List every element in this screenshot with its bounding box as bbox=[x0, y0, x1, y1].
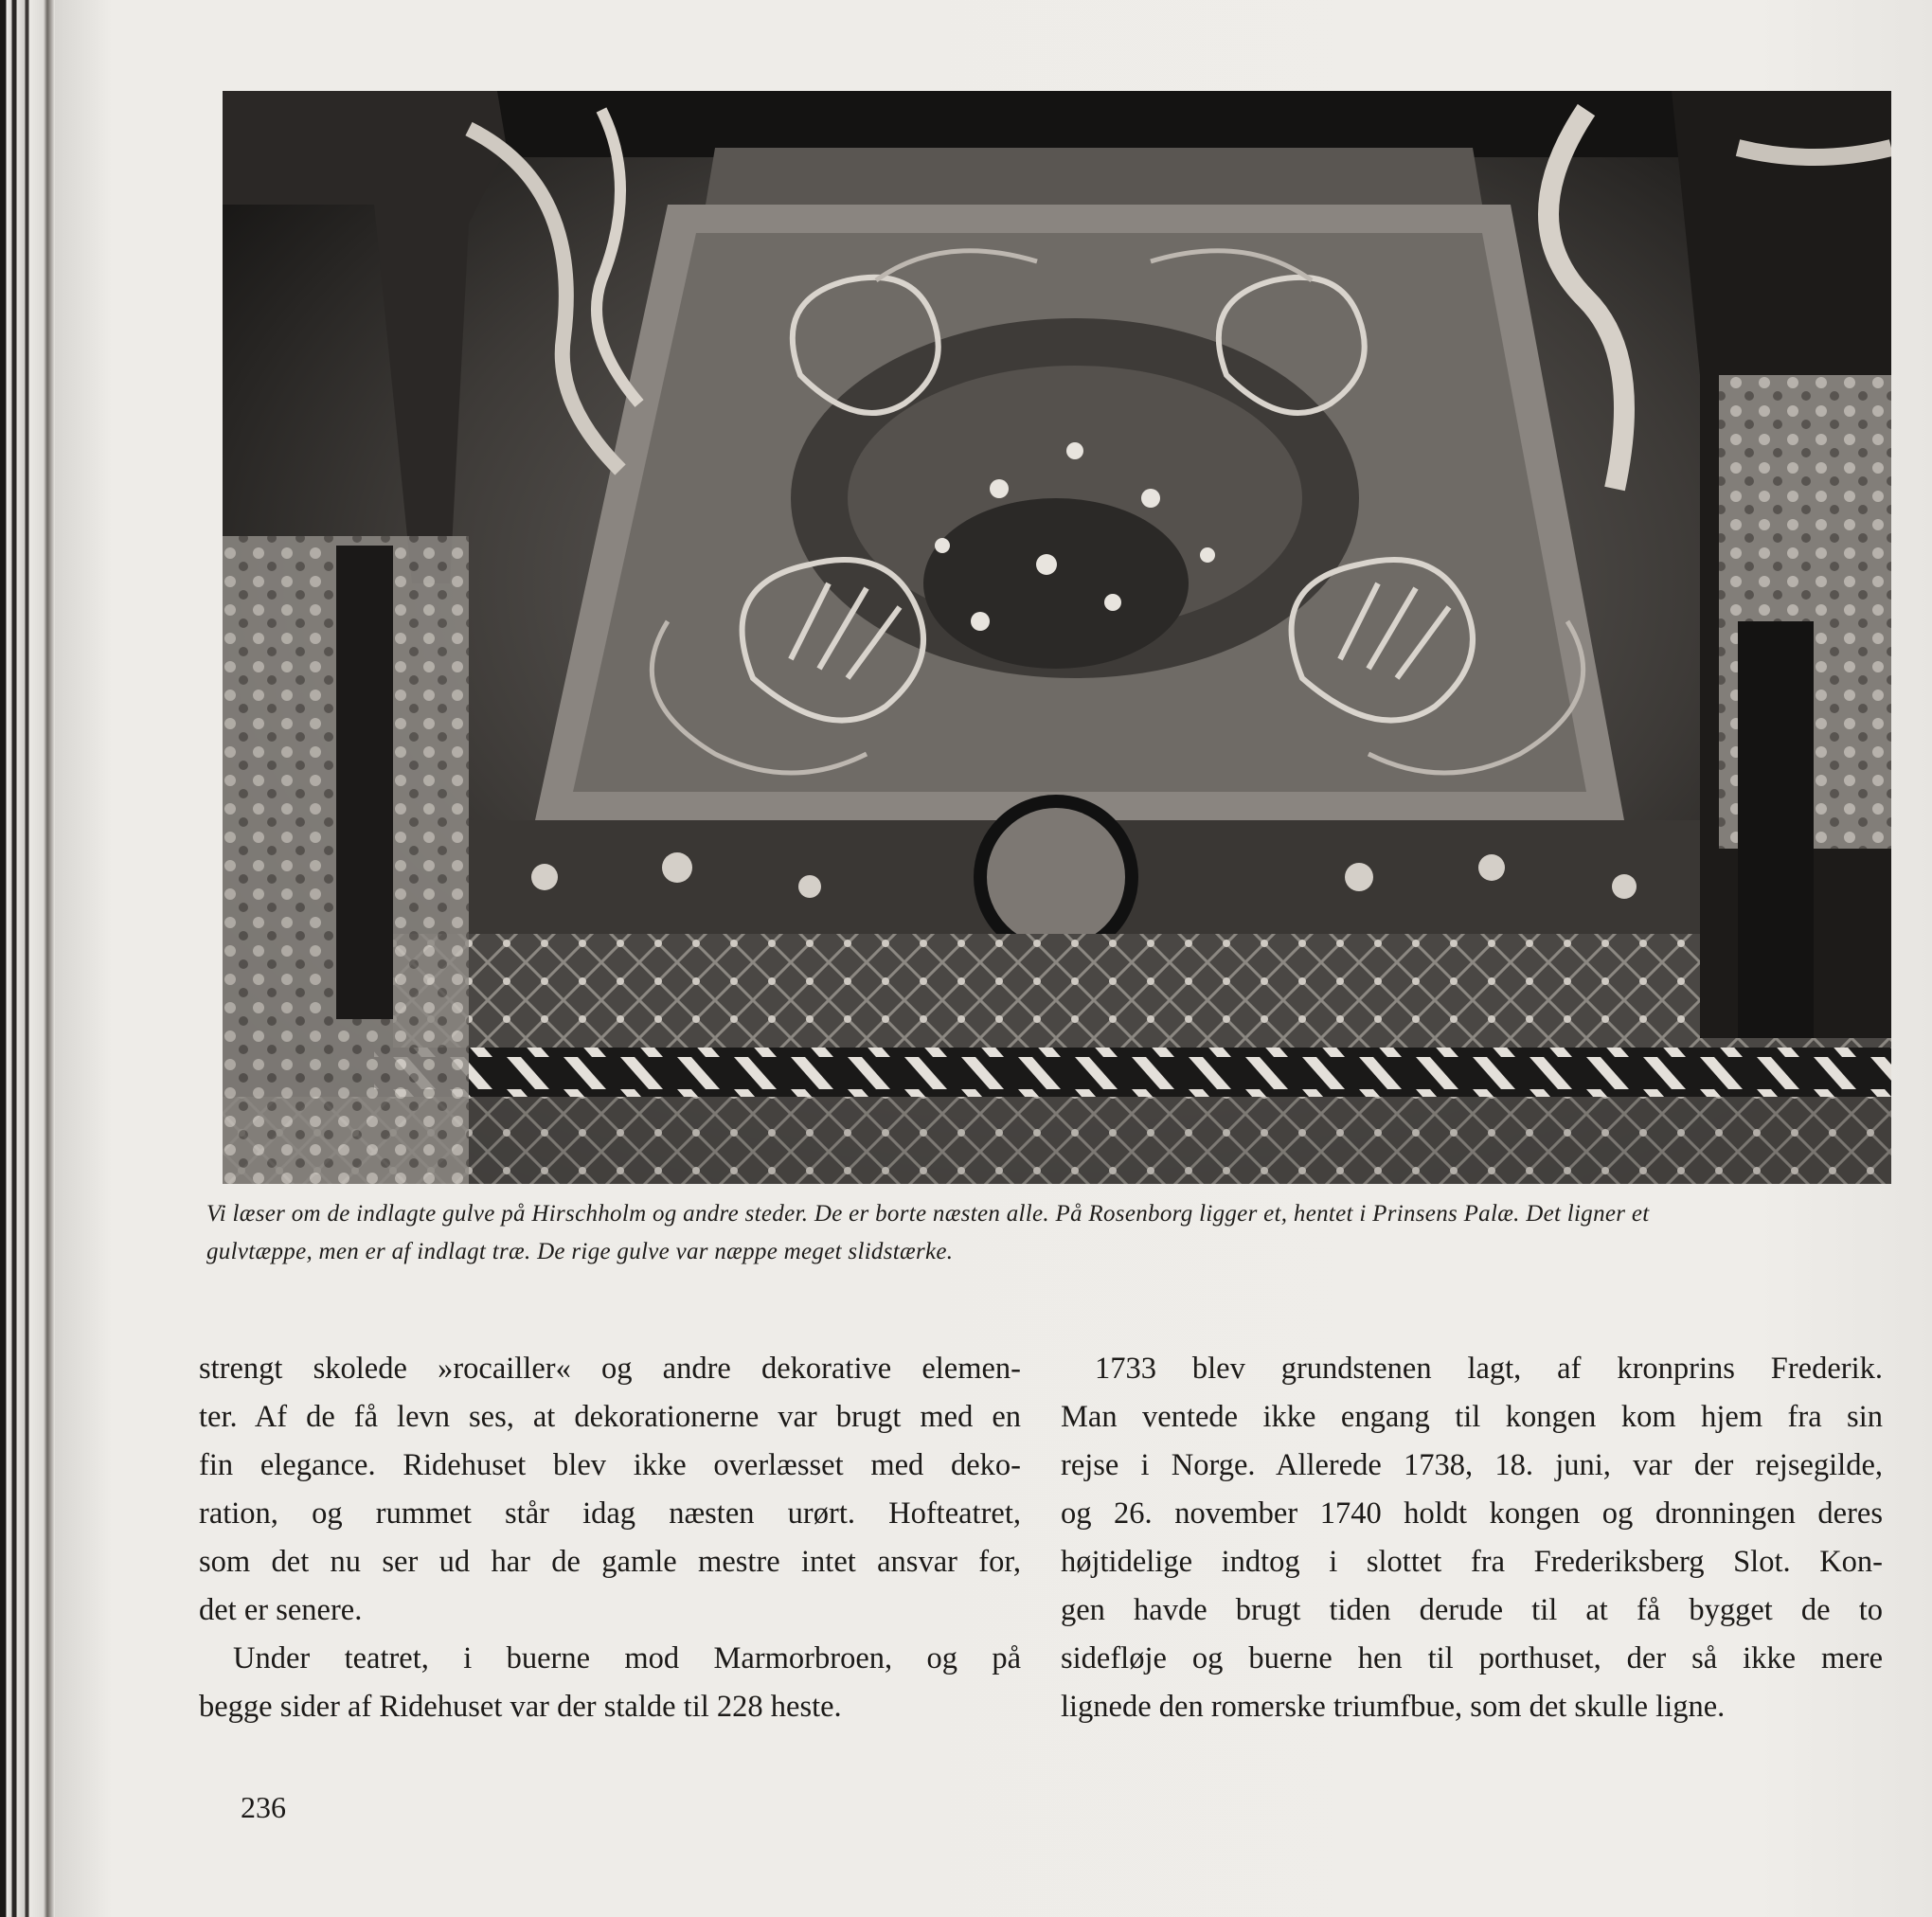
left-paragraph-2 bbox=[199, 1635, 1021, 1731]
text-line: fin elegance. Ridehuset blev ikke overlæsset med deko- bbox=[199, 1448, 1021, 1482]
book-spine-edge bbox=[0, 0, 55, 1917]
text-line: ter. Af de få levn ses, at dekorationerne var brugt med en bbox=[199, 1400, 1021, 1434]
right-paragraph-1 bbox=[1061, 1345, 1883, 1731]
text-line: Under teatret, i buerne mod Marmorbroen, og på bbox=[233, 1641, 1021, 1675]
text-line: strengt skolede »rocailler« og andre dekorative elemen- bbox=[199, 1352, 1021, 1386]
text-line: gen havde brugt tiden derude til at få bygget de to bbox=[1061, 1593, 1883, 1627]
text-line: rejse i Norge. Allerede 1738, 18. juni, var der rejsegilde, bbox=[1061, 1448, 1883, 1482]
text-line: 1733 blev grundstenen lagt, af kronprins Frederik. bbox=[1095, 1352, 1883, 1386]
text-line: højtidelige indtog i slottet fra Frederiksberg Slot. Kon- bbox=[1061, 1545, 1883, 1579]
text-line: begge sider af Ridehuset var der stalde til 228 heste. bbox=[199, 1690, 842, 1724]
caption-line-1: Vi læser om de indlagte gulve på Hirschholm og andre steder. De er borte næsten alle. På Rosenborg ligger et, hentet i Prinsens Palæ. Det ligner et bbox=[206, 1201, 1650, 1227]
left-text-column bbox=[199, 1345, 1021, 1731]
floor-photograph bbox=[223, 91, 1891, 1184]
text-line: som det nu ser ud har de gamle mestre intet ansvar for, bbox=[199, 1545, 1021, 1579]
caption-line-2: gulvtæppe, men er af indlagt træ. De rige gulve var næppe meget slidstærke. bbox=[206, 1239, 954, 1264]
text-line: og 26. november 1740 holdt kongen og dronningen deres bbox=[1061, 1496, 1883, 1531]
page-number: 236 bbox=[241, 1790, 286, 1824]
text-line: lignede den romerske triumfbue, som det skulle ligne. bbox=[1061, 1690, 1726, 1724]
text-line: Man ventede ikke engang til kongen kom hjem fra sin bbox=[1061, 1400, 1883, 1434]
text-line: ration, og rummet står idag næsten urørt. Hofteatret, bbox=[199, 1496, 1021, 1531]
text-line: det er senere. bbox=[199, 1593, 363, 1627]
right-text-column bbox=[1061, 1345, 1883, 1731]
photo-caption bbox=[206, 1195, 1911, 1271]
text-line: sidefløje og buerne hen til porthuset, der så ikke mere bbox=[1061, 1641, 1883, 1675]
left-paragraph-1 bbox=[199, 1345, 1021, 1635]
book-page bbox=[55, 0, 1932, 1917]
inlaid-floor-image bbox=[223, 91, 1891, 1184]
